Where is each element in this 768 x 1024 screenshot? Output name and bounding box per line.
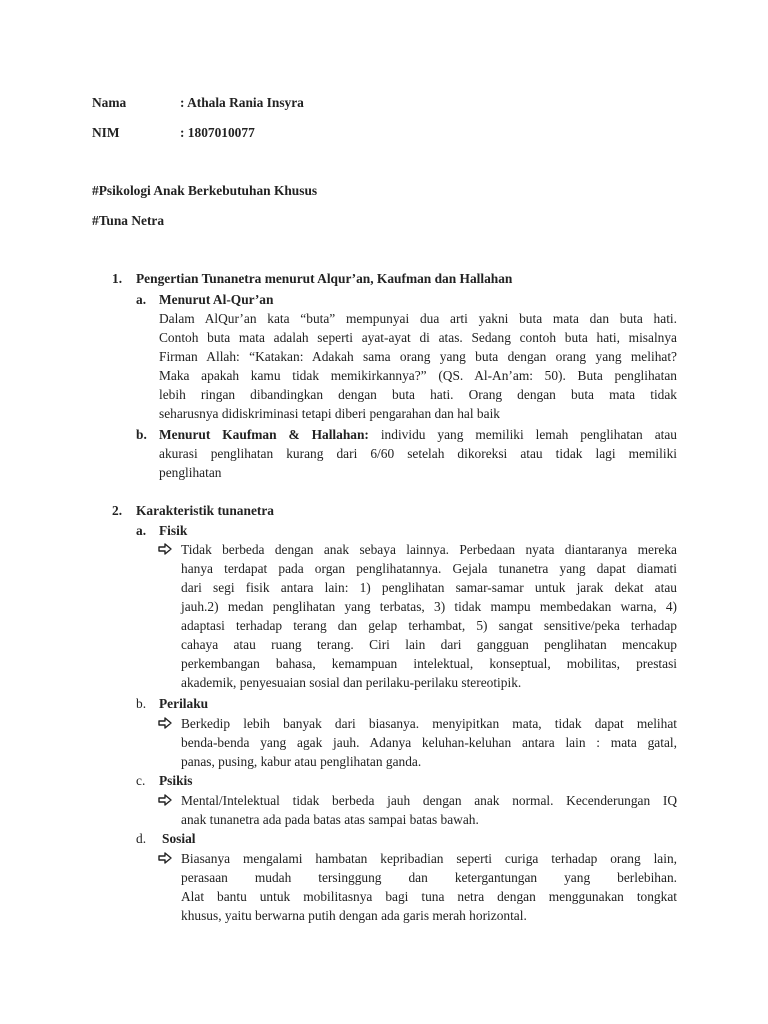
- section-2b-marker: b.: [136, 696, 147, 711]
- section-2-title: Karakteristik tunanetra: [136, 503, 274, 518]
- section-1-number: 1.: [112, 271, 123, 286]
- section-2a-title: Fisik: [159, 523, 188, 538]
- arrow-right-outline-icon: [158, 717, 172, 733]
- section-2d-marker: d.: [136, 831, 147, 846]
- section-2a-line: adaptasi terhadap terang dan gelap terhambat, 5) sangat sensitive/peka terhadap: [181, 618, 677, 633]
- name-label: Nama: [92, 95, 127, 110]
- section-2a-marker: a.: [136, 523, 147, 538]
- section-2d-title: Sosial: [162, 831, 196, 846]
- tag-psikologi: #Psikologi Anak Berkebutuhan Khusus: [92, 183, 318, 198]
- section-1a-line: Firman Allah: “Katakan: Adakah sama orang yang buta dengan orang yang melihat?: [159, 349, 677, 364]
- section-1a-line: Dalam AlQur’an kata “buta” mempunyai dua arti yakni buta mata dan buta hati.: [159, 311, 677, 326]
- section-2a-line: perkembangan bahasa, kemampuan intelektual, konseptual, mobilitas, prestasi: [181, 656, 677, 671]
- section-2c-line: Mental/Intelektual tidak berbeda jauh dengan anak normal. Kecenderungan IQ: [181, 793, 677, 808]
- section-2a-line: cahaya atau ruang terang. Ciri lain dari gangguan penglihatan mencakup: [181, 637, 677, 652]
- section-2b-line: panas, pusing, kabur atau penglihatan ganda.: [181, 754, 422, 769]
- section-1a-line: seharusnya didiskriminasi tetapi diberi pengarahan dan hal baik: [159, 406, 500, 421]
- arrow-right-outline-icon: [158, 794, 172, 810]
- section-2c-title: Psikis: [159, 773, 193, 788]
- section-2b-line: Berkedip lebih banyak dari biasanya. menyipitkan mata, tidak dapat melihat: [181, 716, 677, 731]
- name-value: : Athala Rania Insyra: [180, 95, 304, 110]
- tag-tuna-netra: #Tuna Netra: [92, 213, 165, 228]
- section-2a-line: jauh.2) medan penglihatan yang terbatas, 3) tidak mampu membedakan warna, 4): [181, 599, 677, 614]
- section-2d-line: Alat bantu untuk mobilitasnya bagi tuna netra dengan menggunakan tongkat: [181, 889, 677, 904]
- section-2a-line: dari segi fisik antara lain: 1) penglihatan samar-samar untuk jarak dekat atau: [181, 580, 677, 595]
- section-2a-line: hanya terdapat pada organ penglihatannya. Gejala tunanetra yang dapat diamati: [181, 561, 677, 576]
- nim-value: : 1807010077: [180, 125, 255, 140]
- section-2-number: 2.: [112, 503, 123, 518]
- section-1a-line: Contoh buta mata adalah seperti ayat-ayat di atas. Sedang contoh buta hati, misalnya: [159, 330, 677, 345]
- section-1b-line: akurasi penglihatan kurang dari 6/60 setelah dikoreksi atau tidak lagi memiliki: [159, 446, 677, 461]
- section-1b-first-line: [159, 425, 677, 444]
- section-1a-title: Menurut Al-Qur’an: [159, 292, 274, 307]
- section-1b-title: Menurut Kaufman & Hallahan:: [159, 427, 369, 442]
- section-2d-line: Biasanya mengalami hambatan kepribadian seperti curiga terhadap orang lain,: [181, 851, 677, 866]
- section-1b-marker: b.: [136, 427, 147, 442]
- section-2a-line: akademik, penyesuaian sosial dan perilaku-perilaku stereotipik.: [181, 675, 522, 690]
- section-1a-line: lebih ringan dibandingkan dengan buta hati. Orang dengan buta mata tidak: [159, 387, 677, 402]
- section-2a-line: Tidak berbeda dengan anak sebaya lainnya. Perbedaan nyata diantaranya mereka: [181, 542, 677, 557]
- section-2b-title: Perilaku: [159, 696, 209, 711]
- section-1a-line: Maka apakah kamu tidak memikirkannya?” (QS. Al-An’am: 50). Buta penglihatan: [159, 368, 677, 383]
- section-2b-line: benda-benda yang agak jauh. Adanya keluhan-keluhan antara lain : mata gatal,: [181, 735, 677, 750]
- nim-label: NIM: [92, 125, 120, 140]
- section-2d-line: khusus, yaitu berwarna putih dengan ada garis merah horizontal.: [181, 908, 527, 923]
- section-1a-marker: a.: [136, 292, 147, 307]
- section-1b-line: penglihatan: [159, 465, 222, 480]
- arrow-right-outline-icon: [158, 543, 172, 559]
- section-2c-marker: c.: [136, 773, 146, 788]
- section-1b-text: individu yang memiliki lemah penglihatan atau: [380, 427, 677, 442]
- section-1-title: Pengertian Tunanetra menurut Alqur’an, Kaufman dan Hallahan: [136, 271, 513, 286]
- arrow-right-outline-icon: [158, 852, 172, 868]
- section-2c-line: anak tunanetra ada pada batas atas sampai batas bawah.: [181, 812, 479, 827]
- section-2d-line: perasaan mudah tersinggung dan ketergantungan yang berlebihan.: [181, 870, 677, 885]
